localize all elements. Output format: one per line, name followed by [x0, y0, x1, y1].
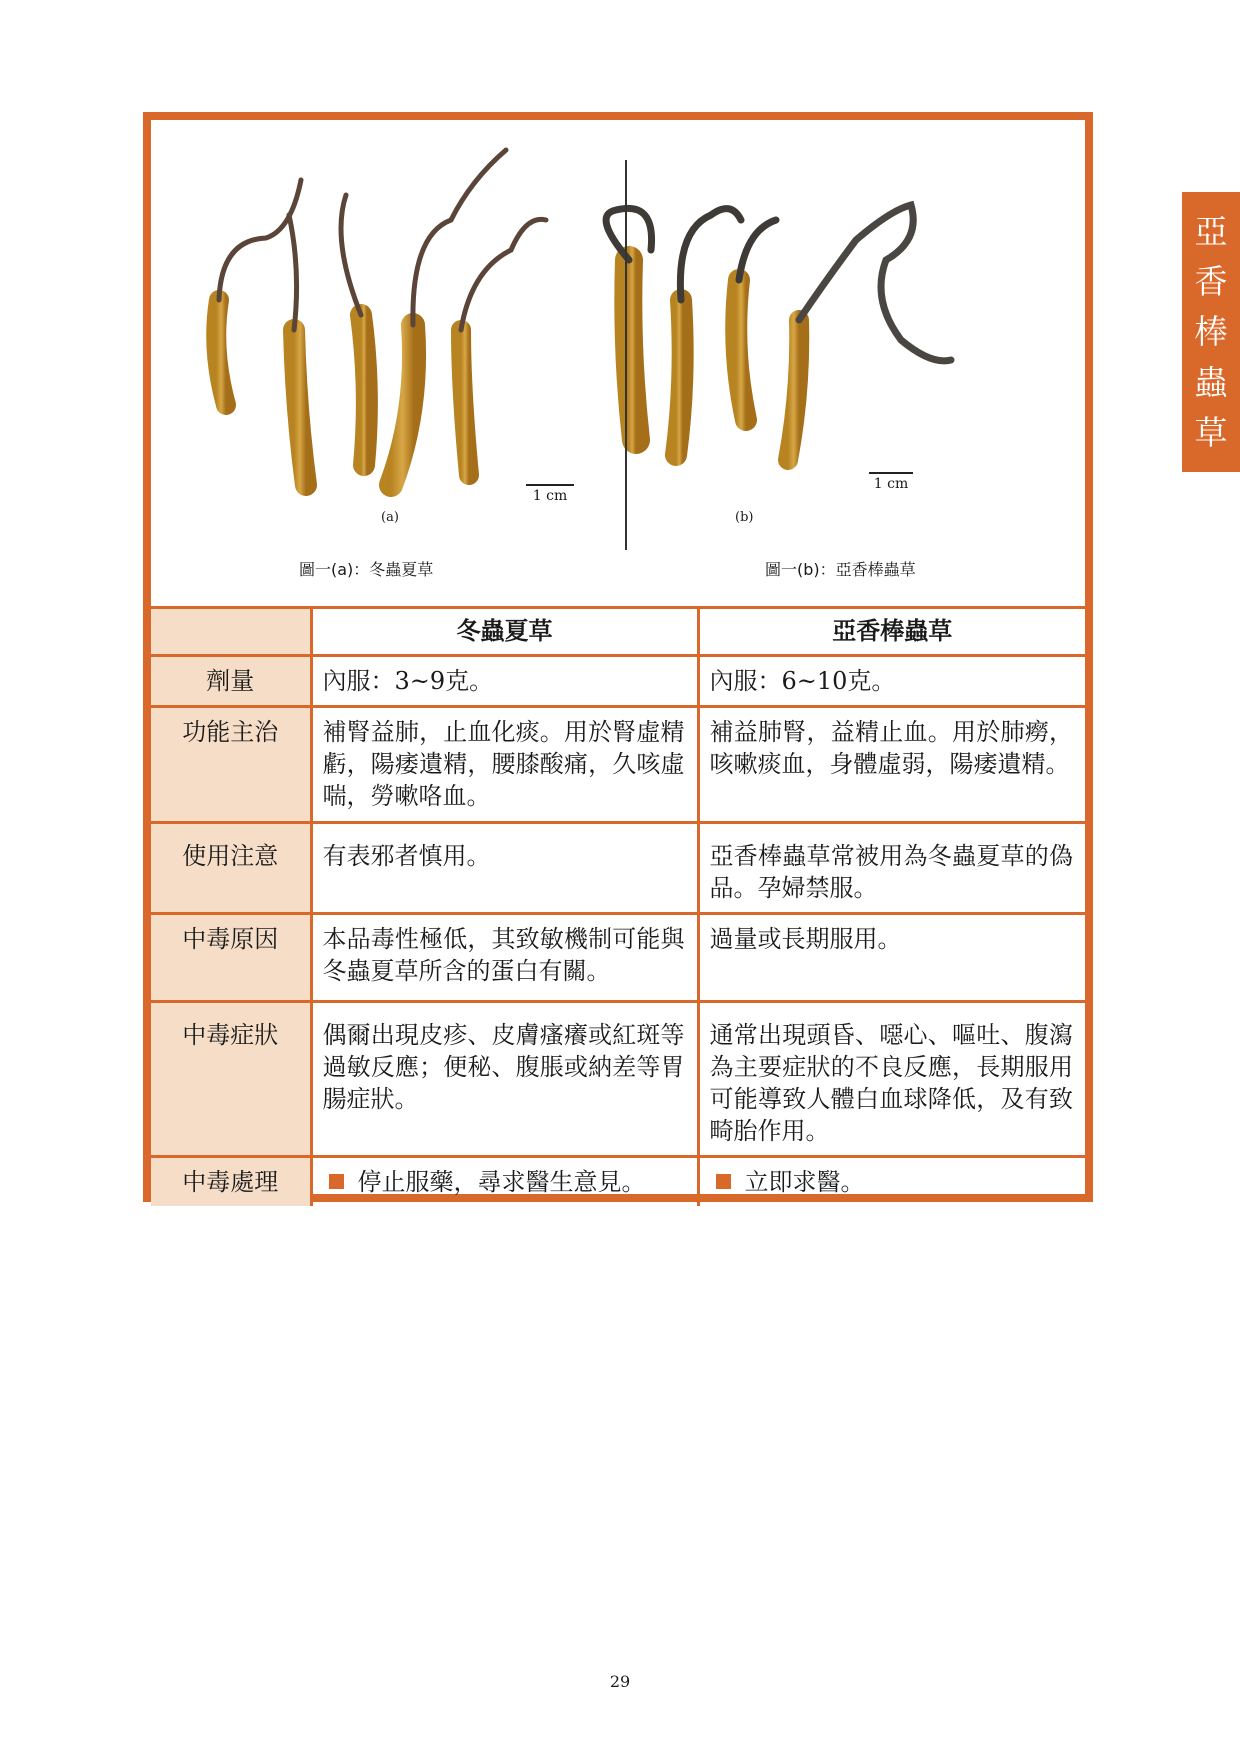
- specimen-a3: [341, 195, 367, 465]
- table-cell: [311, 1157, 698, 1207]
- specimen-b3: [736, 220, 776, 420]
- column-header: 冬蟲夏草: [311, 608, 698, 656]
- row-label: 劑量: [151, 656, 311, 707]
- scale-bar-label: 1 cm: [532, 488, 568, 504]
- side-tab-char: 棒: [1194, 312, 1228, 352]
- scale-bar-b: [869, 472, 913, 494]
- treatment-text: 立即求醫。: [744, 1168, 865, 1196]
- table-row: [151, 823, 1085, 914]
- table-cell: [698, 1157, 1085, 1207]
- specimen-a2: [289, 215, 306, 485]
- table-row: [151, 1157, 1085, 1207]
- scale-bar-label: 1 cm: [873, 476, 909, 492]
- table-cell: 內服：3~9克。: [311, 656, 698, 707]
- figure-panel: [151, 120, 1085, 606]
- orange-square-bullet-icon: [329, 1174, 344, 1189]
- specimen-b1: [606, 208, 651, 440]
- orange-square-bullet-icon: [716, 1174, 731, 1189]
- table-cell: 有表邪者慎用。: [311, 823, 698, 914]
- row-label: 使用注意: [151, 823, 311, 914]
- comparison-table: [151, 606, 1085, 1206]
- side-tab-char: 香: [1194, 262, 1228, 302]
- scale-bar-a: [526, 484, 574, 506]
- table-row: [151, 707, 1085, 823]
- row-label: 中毒處理: [151, 1157, 311, 1207]
- figure-caption-a: 圖一(a)：冬蟲夏草: [299, 560, 434, 579]
- table-cell: 偶爾出現皮疹、皮膚瘙癢或紅斑等過敏反應；便秘、腹脹或納差等胃腸症狀。: [311, 1002, 698, 1157]
- row-label: 中毒症狀: [151, 1002, 311, 1157]
- figure-divider: [625, 160, 627, 550]
- table-header-row: [151, 608, 1085, 656]
- table-cell: 通常出現頭昏、噁心、嘔吐、腹瀉為主要症狀的不良反應，長期服用可能導致人體白血球降低，及有致畸胎作用。: [698, 1002, 1085, 1157]
- specimen-photographs: [151, 120, 1085, 560]
- section-side-tab: [1182, 192, 1240, 472]
- page-number: 29: [609, 1672, 631, 1691]
- side-tab-char: 草: [1194, 412, 1228, 452]
- table-cell: 補益肺腎，益精止血。用於肺癆，咳嗽痰血，身體虛弱，陽痿遺精。: [698, 707, 1085, 823]
- specimen-a4: [391, 150, 506, 485]
- specimen-b4: [788, 205, 951, 460]
- row-label: 功能主治: [151, 707, 311, 823]
- table-cell: 本品毒性極低，其致敏機制可能與冬蟲夏草所含的蛋白有關。: [311, 914, 698, 1002]
- table-row: [151, 914, 1085, 1002]
- scale-bar-line: [526, 484, 574, 486]
- row-label: 中毒原因: [151, 914, 311, 1002]
- corner-cell: [151, 608, 311, 656]
- table-cell: 內服：6~10克。: [698, 656, 1085, 707]
- scale-bar-line: [869, 472, 913, 474]
- figure-sub-label-a: (a): [381, 510, 399, 525]
- column-header: 亞香棒蟲草: [698, 608, 1085, 656]
- treatment-text: 停止服藥，尋求醫生意見。: [357, 1168, 646, 1196]
- table-row: [151, 656, 1085, 707]
- figure-sub-label-b: (b): [735, 510, 754, 525]
- table-row: [151, 1002, 1085, 1157]
- table-cell: 補腎益肺，止血化痰。用於腎虛精虧，陽痿遺精，腰膝酸痛，久咳虛喘，勞嗽咯血。: [311, 707, 698, 823]
- monograph-frame: [143, 112, 1093, 1202]
- side-tab-char: 蟲: [1194, 362, 1228, 402]
- figure-caption-b: 圖一(b)：亞香棒蟲草: [765, 560, 916, 579]
- table-cell: 過量或長期服用。: [698, 914, 1085, 1002]
- table-cell: 亞香棒蟲草常被用為冬蟲夏草的偽品。孕婦禁服。: [698, 823, 1085, 914]
- specimen-a5: [461, 219, 546, 475]
- side-tab-char: 亞: [1194, 212, 1228, 252]
